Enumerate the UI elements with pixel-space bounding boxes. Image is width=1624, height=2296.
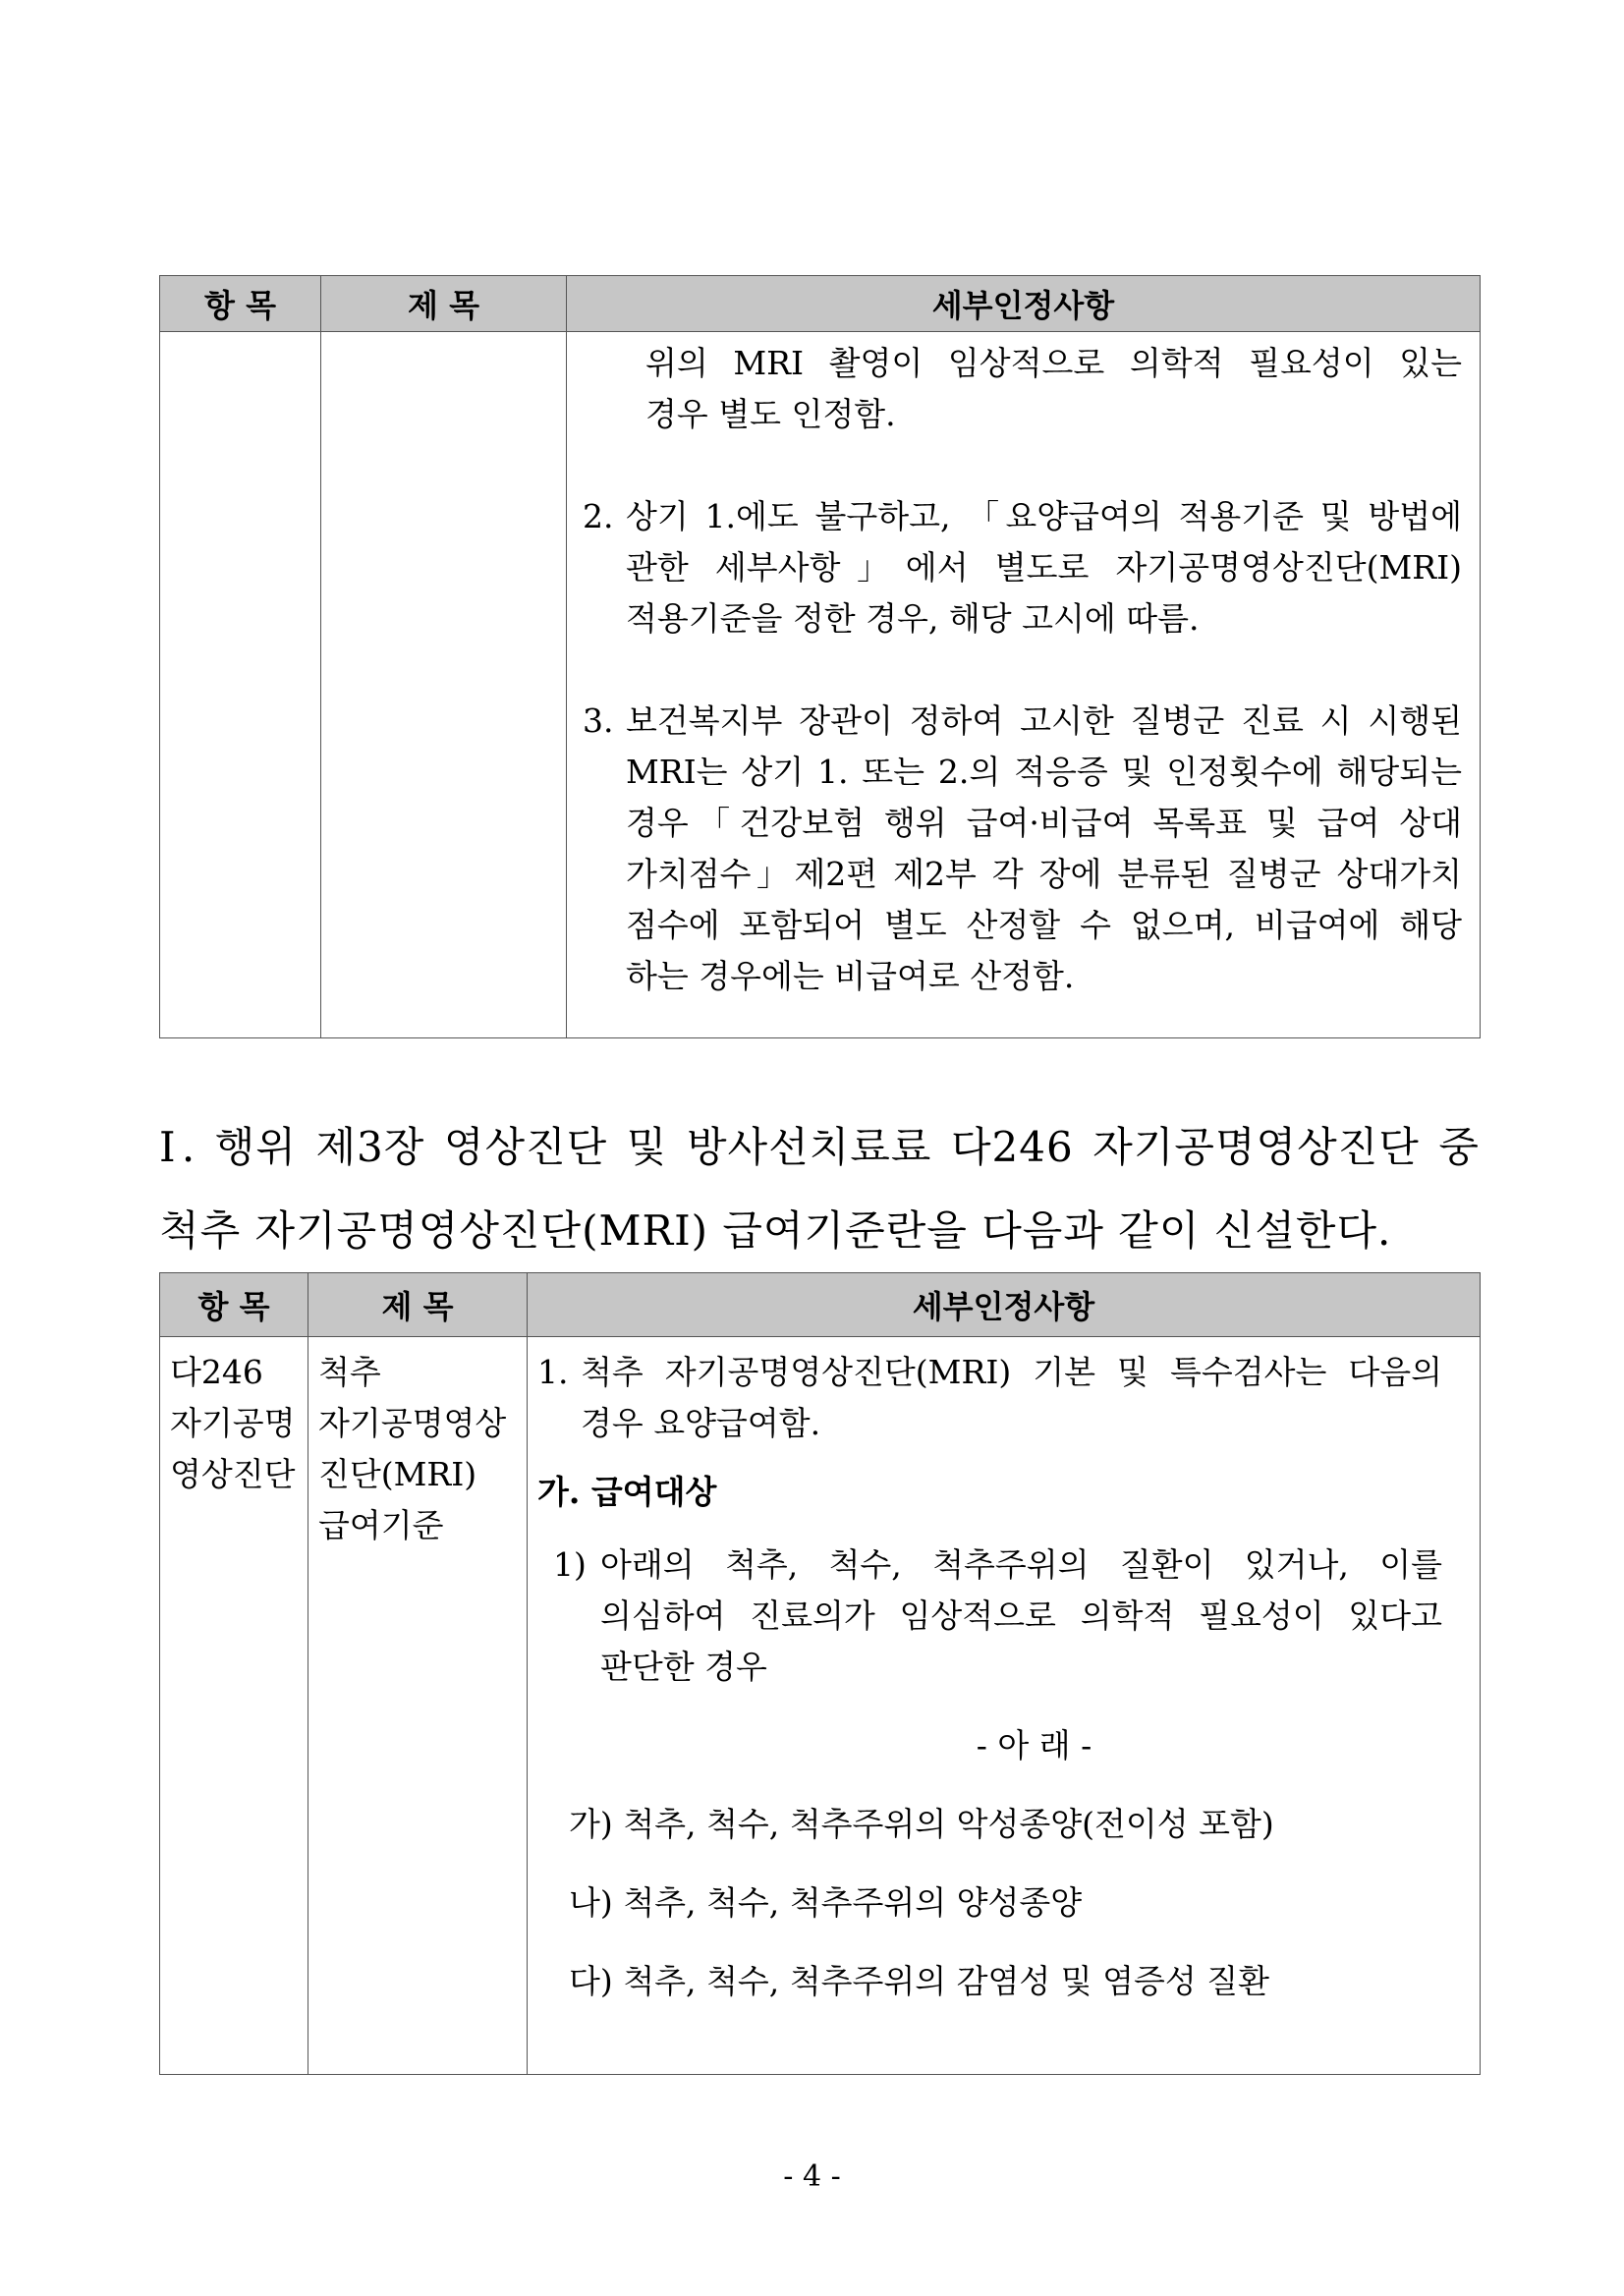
item-1: 1. 척추 자기공명영상진단(MRI) 기본 및 특수검사는 다음의 경우 요양급여함. [537, 1353, 1442, 1442]
header-title: 제 목 [321, 276, 567, 332]
item-3: 3. 보건복지부 장관이 정하여 고시한 질병군 진료 시 시행된 MRI는 상기 1. 또는 2.의 적응증 및 인정횟수에 해당되는 경우「건강보험 행위 급여·비급여 목록표 및 급여 상대 가치점수」제2편 제2부 각 장에 분류된 질병군 상대가치 점수에 포함되어 별도 산정할 수 없으며, 비급여에 해당 하는 경우에는 비급여로 산정함. [583, 701, 1462, 995]
criteria-table-continued [159, 275, 1481, 1038]
header-title: 제 목 [308, 1273, 528, 1337]
section-heading: Ⅰ. 행위 제3장 영상진단 및 방사선치료료 다246 자기공명영상진단 중 척추 자기공명영상진단(MRI) 급여기준란을 다음과 같이 신설한다. [159, 1123, 1480, 1255]
list-item: 다) 척추, 척수, 척추주위의 감염성 및 염증성 질환 [569, 1962, 1269, 2000]
continuation-text: 위의 MRI 촬영이 임상적으로 의학적 필요성이 있는 경우 별도 인정함. [645, 344, 1462, 433]
details-cell [567, 332, 1481, 1038]
table-row [160, 1337, 1481, 2075]
header-item: 항 목 [160, 276, 321, 332]
item-code-cell: 다246 자기공명 영상진단 [160, 1337, 308, 2075]
table-row [160, 332, 1481, 1038]
header-details: 세부인정사항 [567, 276, 1481, 332]
below-label: - 아 래 - [976, 1726, 1092, 1764]
item-cell-empty [160, 332, 321, 1038]
subitem-1: 1) 아래의 척추, 척수, 척추주위의 질환이 있거나, 이를 의심하여 진료의가 임상적으로 의학적 필요성이 있다고 판단한 경우 [553, 1545, 1442, 1686]
subheading-coverage: 가. 급여대상 [537, 1473, 717, 1511]
title-cell: 척추 자기공명영상 진단(MRI) 급여기준 [308, 1337, 528, 2075]
table-header-row [160, 276, 1481, 332]
title-cell-empty [321, 332, 567, 1038]
page-number: - 4 - [783, 2159, 841, 2194]
header-item: 항 목 [160, 1273, 308, 1337]
item-2: 2. 상기 1.에도 불구하고, 「요양급여의 적용기준 및 방법에 관한 세부사항」에서 별도로 자기공명영상진단(MRI) 적용기준을 정한 경우, 해당 고시에 따름. [583, 497, 1462, 638]
list-item: 가) 척추, 척수, 척추주위의 악성종양(전이성 포함) [569, 1805, 1274, 1843]
details-cell [528, 1337, 1481, 2075]
table-header-row [160, 1273, 1481, 1337]
header-details: 세부인정사항 [528, 1273, 1481, 1337]
list-item: 나) 척추, 척수, 척추주위의 양성종양 [569, 1883, 1083, 1922]
spine-mri-criteria-table [159, 1272, 1481, 2075]
